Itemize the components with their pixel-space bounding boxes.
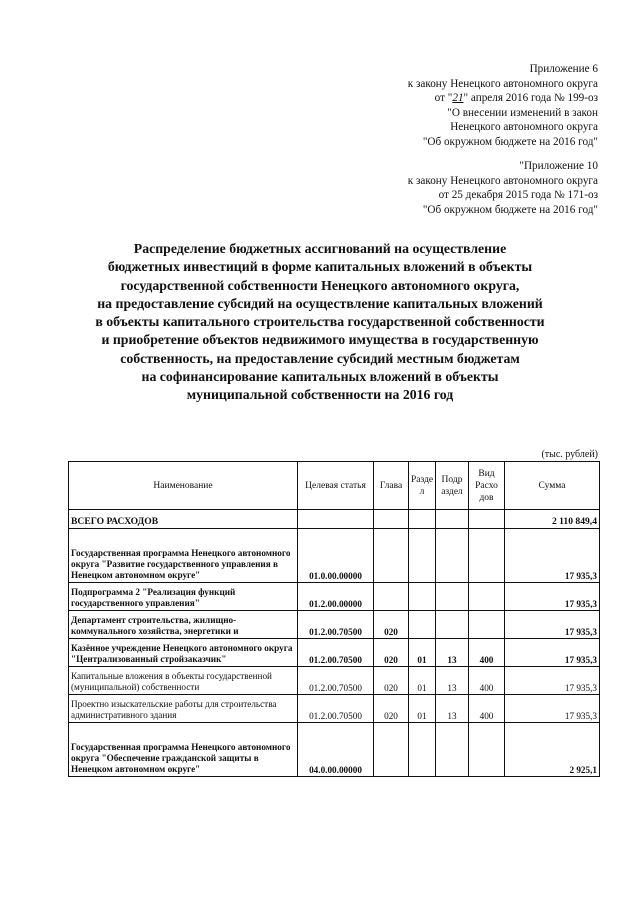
row-target: 01.2.00.70500 [298, 639, 374, 667]
row-expense-type [469, 583, 505, 611]
title-line: на софинансирование капитальных вложений в объекты [141, 369, 499, 385]
row-name: Государственная программа Ненецкого автономного округа "Обеспечение гражданской защиты в Ненецком автономном округе" [69, 723, 298, 777]
row-section: 01 [409, 695, 436, 723]
row-expense-type [469, 529, 505, 583]
title-line: муниципальной собственности на 2016 год [186, 387, 454, 403]
header-subsection: Подр аздел [436, 462, 469, 510]
row-section [409, 583, 436, 611]
total-sum: 2 110 849,4 [505, 510, 600, 529]
header-sum: Сумма [505, 462, 600, 510]
row-sum: 17 935,3 [505, 695, 600, 723]
row-section [409, 529, 436, 583]
orig-law-ref: к закону Ненецкого автономного округа [407, 174, 598, 187]
annex-law-title-3: "Об окружном бюджете на 2016 год" [422, 135, 598, 148]
title-line: и приобретение объектов недвижимого имущества в государственную [101, 332, 539, 348]
annex-law-title-1: "О внесении изменений в закон [447, 106, 598, 119]
table-row [69, 723, 600, 777]
row-chapter [374, 529, 409, 583]
row-section [409, 723, 436, 777]
total-name: ВСЕГО РАСХОДОВ [69, 510, 298, 529]
row-expense-type: 400 [469, 639, 505, 667]
title-line: Распределение бюджетных ассигнований на осуществление [133, 241, 507, 256]
row-chapter: 020 [374, 639, 409, 667]
header-section: Разде л [409, 462, 436, 510]
orig-annex-number: "Приложение 10 [519, 160, 598, 172]
table-row [69, 529, 600, 583]
row-subsection: 13 [436, 667, 469, 695]
annex-number: Приложение 6 [529, 63, 598, 75]
row-sum: 2 925,1 [505, 723, 600, 777]
row-expense-type: 400 [469, 695, 505, 723]
title-line: в объекты капитального строительства государственной собственности [95, 314, 545, 330]
header-chapter: Глава [374, 462, 409, 510]
annex-law-title-2: Ненецкого автономного округа [450, 121, 598, 134]
row-chapter [374, 723, 409, 777]
annex-date-line: от "21" апреля 2016 года № 199-оз [434, 92, 598, 105]
row-subsection: 13 [436, 639, 469, 667]
row-name: Подпрограмма 2 "Реализация функций государственного управления" [69, 583, 298, 611]
title-line: собственность, на предоставление субсидий местным бюджетам [120, 350, 520, 366]
table-row-total [69, 510, 600, 529]
row-target: 01.2.00.70500 [298, 667, 374, 695]
row-name: Капитальные вложения в объекты государственной (муниципальной) собственности [69, 667, 298, 695]
row-subsection: 13 [436, 695, 469, 723]
row-expense-type [469, 723, 505, 777]
row-name: Казённое учреждение Ненецкого автономного округа "Централизованный стройзаказчик" [69, 639, 298, 667]
table-row [69, 611, 600, 639]
row-chapter [374, 583, 409, 611]
row-section [409, 611, 436, 639]
row-target: 01.2.00.00000 [298, 583, 374, 611]
header-target: Целевая статья [298, 462, 374, 510]
orig-date-line: от 25 декабря 2015 года № 171-оз [438, 189, 598, 202]
row-sum: 17 935,3 [505, 611, 600, 639]
row-name: Государственная программа Ненецкого автономного округа "Развитие государственного управления в Ненецком автономном округе" [69, 529, 298, 583]
annex-original-header [408, 159, 598, 217]
budget-table [68, 461, 600, 777]
header-expense-type: Вид Расхо дов [469, 462, 505, 510]
row-section: 01 [409, 639, 436, 667]
row-target: 01.0.00.00000 [298, 529, 374, 583]
row-name: Департамент строительства, жилищно-коммунального хозяйства, энергетики и [69, 611, 298, 639]
header-name: Наименование [69, 462, 298, 510]
row-chapter: 020 [374, 695, 409, 723]
row-sum: 17 935,3 [505, 639, 600, 667]
annex-current-header [408, 62, 598, 150]
table-row [69, 639, 600, 667]
document-title [60, 240, 580, 405]
orig-law-title: "Об окружном бюджете на 2016 год" [422, 203, 598, 216]
handwritten-day: 21 [452, 92, 464, 105]
row-subsection [436, 583, 469, 611]
row-target: 01.2.00.70500 [298, 695, 374, 723]
table-row [69, 583, 600, 611]
row-expense-type [469, 611, 505, 639]
row-sum: 17 935,3 [505, 529, 600, 583]
row-section: 01 [409, 667, 436, 695]
row-name: Проектно изыскательские работы для строительства административного здания [69, 695, 298, 723]
title-line: бюджетных инвестиций в форме капитальных вложений в объекты [107, 259, 533, 275]
annex-law-ref: к закону Ненецкого автономного округа [407, 77, 598, 90]
row-chapter: 020 [374, 611, 409, 639]
row-sum: 17 935,3 [505, 667, 600, 695]
row-subsection [436, 723, 469, 777]
units-label: (тыс. рублей) [541, 449, 598, 460]
row-chapter: 020 [374, 667, 409, 695]
title-line: государственной собственности Ненецкого автономного округа, [120, 277, 520, 293]
row-target: 01.2.00.70500 [298, 611, 374, 639]
row-sum: 17 935,3 [505, 583, 600, 611]
title-line: на предоставление субсидий на осуществление капитальных вложений [97, 295, 543, 311]
row-target: 04.0.00.00000 [298, 723, 374, 777]
row-subsection [436, 611, 469, 639]
table-row [69, 695, 600, 723]
table-row [69, 667, 600, 695]
row-subsection [436, 529, 469, 583]
row-expense-type: 400 [469, 667, 505, 695]
